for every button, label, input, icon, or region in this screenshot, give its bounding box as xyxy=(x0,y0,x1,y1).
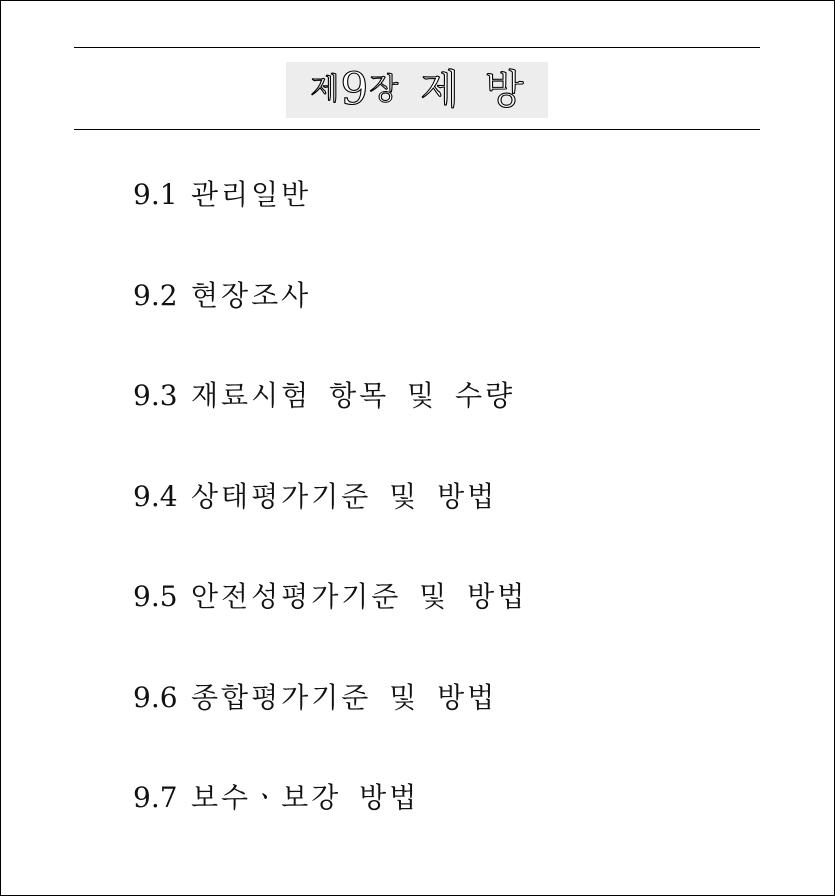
toc-item xyxy=(133,169,527,270)
toc-item xyxy=(133,471,527,572)
toc-item-number: 9.3 xyxy=(133,379,178,412)
chapter-title xyxy=(286,62,548,118)
toc-item-number: 9.7 xyxy=(133,781,178,814)
toc-item-title: 현장조사 xyxy=(191,278,312,312)
top-rule xyxy=(74,47,760,48)
toc-item-title: 보수ㆍ보강 방법 xyxy=(191,781,420,814)
toc-item-title: 재료시험 항목 및 수량 xyxy=(191,379,516,412)
toc-item xyxy=(133,571,527,672)
toc-item-title: 상태평가기준 및 방법 xyxy=(191,479,498,513)
toc-item-number: 9.1 xyxy=(133,178,178,211)
toc-item xyxy=(133,270,527,371)
chapter-suffix: 장 xyxy=(369,72,399,107)
toc-item xyxy=(133,772,527,873)
toc-item-title: 안전성평가기준 및 방법 xyxy=(191,580,528,613)
toc-item-title: 관리일반 xyxy=(191,178,312,211)
toc-item xyxy=(133,672,527,773)
table-of-contents xyxy=(133,169,527,873)
chapter-word-2: 방 xyxy=(484,67,524,113)
chapter-number: 9 xyxy=(340,64,369,115)
toc-item-number: 9.6 xyxy=(133,680,178,714)
toc-item-number: 9.4 xyxy=(133,479,178,513)
chapter-prefix: 제 xyxy=(310,72,340,107)
bottom-rule xyxy=(74,129,760,130)
chapter-word-1: 제 xyxy=(420,67,459,113)
toc-item xyxy=(133,370,527,471)
toc-item-number: 9.5 xyxy=(133,580,178,613)
toc-item-number: 9.2 xyxy=(133,278,178,312)
toc-item-title: 종합평가기준 및 방법 xyxy=(191,680,498,714)
